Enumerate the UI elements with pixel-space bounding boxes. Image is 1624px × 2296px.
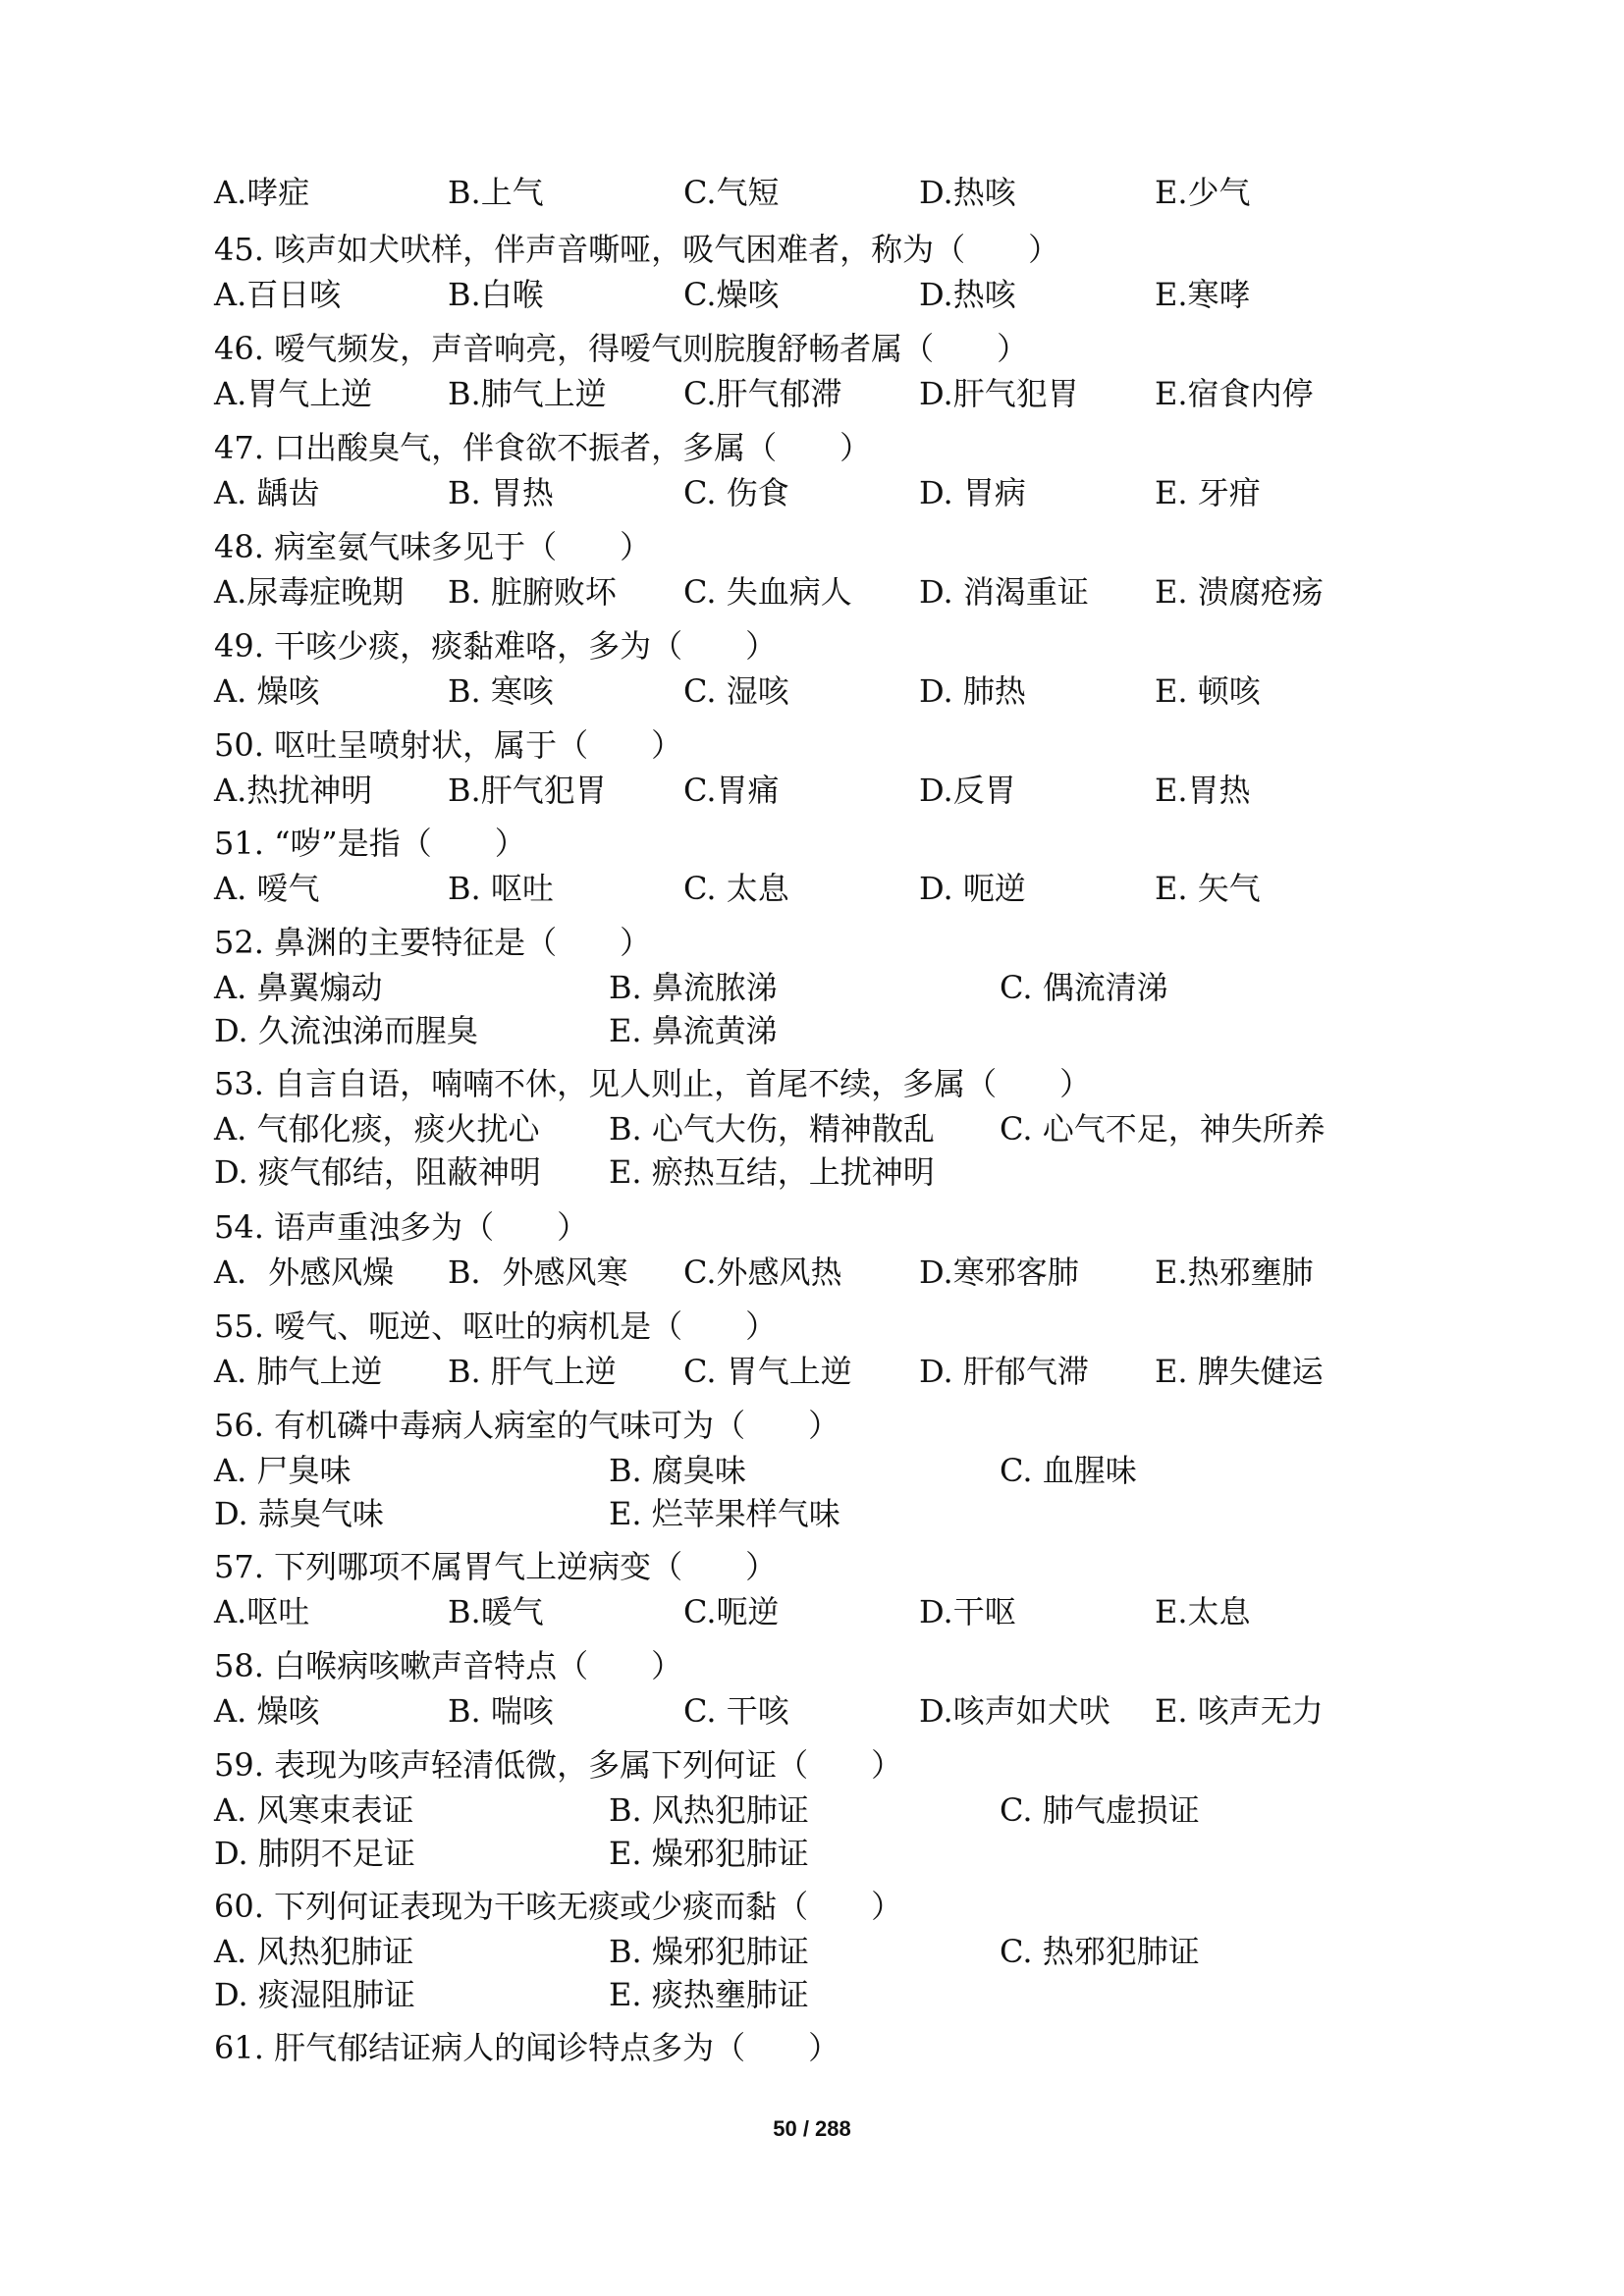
option-text: E. 瘀热互结，上扰神明 (609, 1153, 935, 1191)
option-text: A.尿毒症晚期 (214, 573, 405, 611)
option-text: E.热邪壅肺 (1155, 1254, 1314, 1291)
option-text: B. 喘咳 (448, 1692, 554, 1730)
option-text: B. 鼻流脓涕 (609, 969, 778, 1006)
option-text: D. 呃逆 (919, 870, 1026, 907)
option-text: A. 鼻翼煽动 (214, 969, 383, 1006)
option-text: B.肝气犯胃 (448, 772, 607, 809)
option-text: C. 肺气虚损证 (1000, 1791, 1200, 1829)
option-text: D.热咳 (919, 174, 1016, 211)
option-text: E. 顿咳 (1155, 672, 1261, 710)
option-text: B. 风热犯肺证 (609, 1791, 809, 1829)
option-text: A. 尸臭味 (214, 1452, 352, 1489)
option-text: D. 痰气郁结，阻蔽神明 (214, 1153, 541, 1191)
option-text: E.寒哮 (1155, 276, 1251, 313)
option-text: D. 肺热 (919, 672, 1026, 710)
option-text: B. 腐臭味 (609, 1452, 746, 1489)
option-text: A. 嗳气 (214, 870, 320, 907)
option-text: C.肝气郁滞 (683, 375, 842, 412)
option-text: A. 肺气上逆 (214, 1353, 383, 1390)
option-text: D.反胃 (919, 772, 1016, 809)
option-text: C.燥咳 (683, 276, 780, 313)
option-text: A. 风寒束表证 (214, 1791, 414, 1829)
option-text: A.百日咳 (214, 276, 342, 313)
option-text: D.寒邪客肺 (919, 1254, 1079, 1291)
option-text: C.呃逆 (683, 1593, 780, 1630)
option-text: A.哮症 (214, 174, 310, 211)
question-stem: 53. 自言自语，喃喃不休，见人则止，首尾不续，多属（ ） (214, 1065, 1092, 1102)
question-stem: 61. 肝气郁结证病人的闻诊特点多为（ ） (214, 2029, 840, 2066)
question-stem: 47. 口出酸臭气，伴食欲不振者，多属（ ） (214, 429, 872, 466)
question-stem: 60. 下列何证表现为干咳无痰或少痰而黏（ ） (214, 1888, 903, 1925)
option-text: A. 燥咳 (214, 672, 320, 710)
option-text: A. 风热犯肺证 (214, 1933, 414, 1970)
option-text: D. 肝郁气滞 (919, 1353, 1089, 1390)
option-text: A.胃气上逆 (214, 375, 373, 412)
option-text: D.干呕 (919, 1593, 1016, 1630)
option-text: D.咳声如犬吠 (919, 1692, 1110, 1730)
question-stem: 46. 嗳气频发，声音响亮，得嗳气则脘腹舒畅者属（ ） (214, 330, 1029, 367)
option-text: A.呕吐 (214, 1593, 310, 1630)
option-text: E. 牙疳 (1155, 474, 1261, 511)
option-text: D. 胃病 (919, 474, 1026, 511)
option-text: B. 肝气上逆 (448, 1353, 617, 1390)
question-stem: 45. 咳声如犬吠样，伴声音嘶哑，吸气困难者，称为（ ） (214, 231, 1060, 268)
question-stem: 59. 表现为咳声轻清低微，多属下列何证（ ） (214, 1746, 903, 1784)
option-text: C. 湿咳 (683, 672, 789, 710)
option-text: B. 胃热 (448, 474, 554, 511)
option-text: C. 热邪犯肺证 (1000, 1933, 1200, 1970)
option-text: C.气短 (683, 174, 780, 211)
option-text: C. 偶流清涕 (1000, 969, 1168, 1006)
option-text: B.暖气 (448, 1593, 544, 1630)
option-text: A. 燥咳 (214, 1692, 320, 1730)
option-text: E. 烂苹果样气味 (609, 1495, 840, 1532)
option-text: E.少气 (1155, 174, 1251, 211)
question-stem: 58. 白喉病咳嗽声音特点（ ） (214, 1647, 683, 1684)
option-text: E. 矢气 (1155, 870, 1261, 907)
option-text: B.白喉 (448, 276, 544, 313)
question-stem: 55. 嗳气、呃逆、呕吐的病机是（ ） (214, 1308, 778, 1345)
question-stem: 48. 病室氨气味多见于（ ） (214, 528, 652, 565)
option-text: D.热咳 (919, 276, 1016, 313)
question-stem: 54. 语声重浊多为（ ） (214, 1208, 589, 1246)
option-text: C. 心气不足，神失所养 (1000, 1110, 1326, 1148)
option-text: E.宿食内停 (1155, 375, 1314, 412)
option-text: D. 蒜臭气味 (214, 1495, 384, 1532)
question-stem: 50. 呕吐呈喷射状，属于（ ） (214, 726, 683, 764)
question-stem: 51. “哕”是指（ ） (214, 825, 526, 862)
option-text: C.胃痛 (683, 772, 780, 809)
option-text: E.胃热 (1155, 772, 1251, 809)
option-text: B．外感风寒 (448, 1254, 628, 1291)
option-text: C. 太息 (683, 870, 789, 907)
option-text: E. 鼻流黄涕 (609, 1012, 778, 1049)
option-text: A. 气郁化痰，痰火扰心 (214, 1110, 540, 1148)
option-text: E. 溃腐疮疡 (1155, 573, 1324, 611)
option-text: C. 失血病人 (683, 573, 852, 611)
option-text: A．外感风燥 (214, 1254, 395, 1291)
option-text: C. 胃气上逆 (683, 1353, 852, 1390)
option-text: D. 痰湿阻肺证 (214, 1976, 415, 2013)
option-text: B. 呕吐 (448, 870, 554, 907)
option-text: E. 咳声无力 (1155, 1692, 1324, 1730)
question-stem: 49. 干咳少痰，痰黏难咯，多为（ ） (214, 627, 778, 665)
option-text: D. 肺阴不足证 (214, 1835, 415, 1872)
option-text: D. 消渴重证 (919, 573, 1089, 611)
option-text: A. 龋齿 (214, 474, 320, 511)
question-stem: 57. 下列哪项不属胃气上逆病变（ ） (214, 1548, 778, 1585)
option-text: B. 心气大伤，精神散乱 (609, 1110, 935, 1148)
option-text: B.上气 (448, 174, 544, 211)
option-text: B. 燥邪犯肺证 (609, 1933, 809, 1970)
option-text: C. 血腥味 (1000, 1452, 1137, 1489)
option-text: E. 痰热壅肺证 (609, 1976, 809, 2013)
option-text: C. 干咳 (683, 1692, 789, 1730)
question-stem: 52. 鼻渊的主要特征是（ ） (214, 924, 652, 961)
option-text: E.太息 (1155, 1593, 1251, 1630)
question-stem: 56. 有机磷中毒病人病室的气味可为（ ） (214, 1407, 840, 1444)
option-text: E. 燥邪犯肺证 (609, 1835, 809, 1872)
option-text: B. 寒咳 (448, 672, 554, 710)
option-text: D. 久流浊涕而腥臭 (214, 1012, 478, 1049)
option-text: A.热扰神明 (214, 772, 373, 809)
option-text: B. 脏腑败坏 (448, 573, 617, 611)
option-text: C.外感风热 (683, 1254, 842, 1291)
option-text: D.肝气犯胃 (919, 375, 1079, 412)
page-number: 50 / 288 (773, 2116, 851, 2141)
option-text: C. 伤食 (683, 474, 789, 511)
option-text: B.肺气上逆 (448, 375, 607, 412)
option-text: E. 脾失健运 (1155, 1353, 1324, 1390)
